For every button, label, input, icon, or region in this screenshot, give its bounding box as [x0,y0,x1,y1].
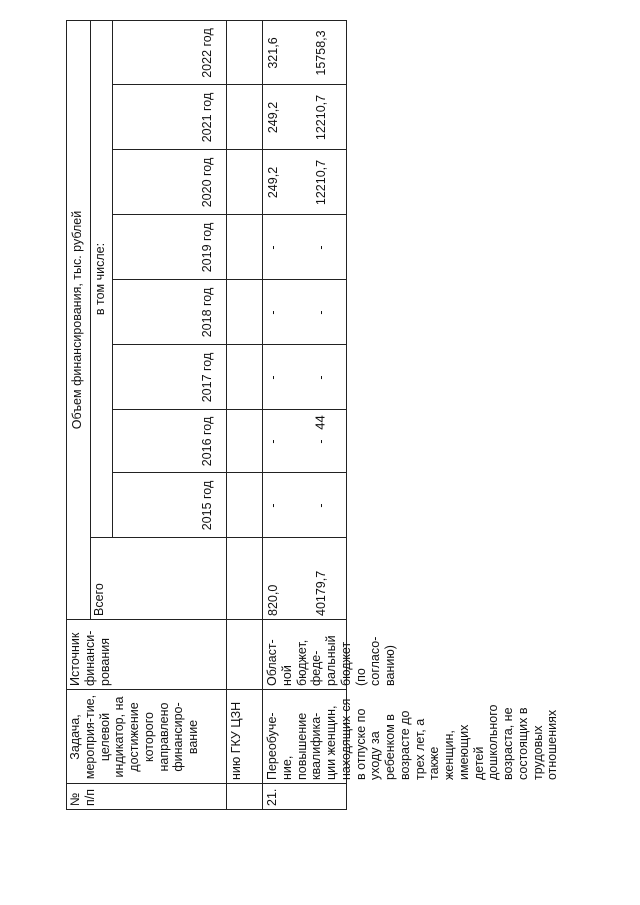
row-21-regional-2018: - [266,310,280,315]
row-21-regional-2017: - [266,375,280,380]
row-21-regional-2015: - [266,503,280,508]
header-year-2022: 2022 год [200,28,214,78]
header-total: Всего [92,583,106,616]
row-21-federal-2019: - [314,245,328,250]
row-21-task: Переобуче-ние, повышение квалифика-ции женщин, находящих-ся в отпуске по уходу за ребенком в возрасте до трех лет, а также женщин, имеющих детей дошкольного возраста, не состоящих в трудовых отношениях [265,698,560,780]
row-21-regional-2019: - [266,245,280,250]
row-21-federal-2015: - [314,503,328,508]
header-source: Источник финанси-рования [68,630,112,686]
row-21-number: 21. [265,788,279,806]
header-year-2016: 2016 год [200,416,214,467]
header-volume: Объем финансирования, тыс. рублей [70,210,84,430]
carry-row-task: нию ГКУ ЦЗН [229,701,243,780]
header-year-2017: 2017 год [200,352,214,403]
row-21-source: Област-ной бюджет, феде-ральный бюджет (по согласо-ванию) [265,635,397,686]
header-year-2019: 2019 год [200,222,214,273]
row-21-federal-2017: - [314,375,328,380]
page-number: 44 [312,414,328,430]
header-year-2021: 2021 год [200,92,214,143]
row-21-regional-2021: 249,2 [266,101,280,134]
financing-table [66,20,560,810]
header-year-2015: 2015 год [200,480,214,531]
row-21-regional-2022: 321,6 [266,37,280,69]
row-21-federal-total: 40179,7 [314,570,328,616]
row-21-federal-2018: - [314,310,328,315]
header-number: № п/п [68,788,97,806]
row-21-regional-2016: - [266,439,280,444]
header-year-2018: 2018 год [200,287,214,338]
row-21-regional-2020: 249,2 [266,166,280,199]
row-21-federal-2022: 15758,3 [314,30,328,76]
header-including: в том числе: [93,242,107,316]
row-21-federal-2016: - [314,439,328,444]
header-task: Задача, мероприя-тие, целевой индикатор, на достижение которого направлено финансиро-вание [68,694,200,780]
row-21-federal-2021: 12210,7 [314,94,328,141]
header-year-2020: 2020 год [200,157,214,208]
row-21-regional-total: 820,0 [266,584,280,616]
row-21-federal-2020: 12210,7 [314,159,328,206]
